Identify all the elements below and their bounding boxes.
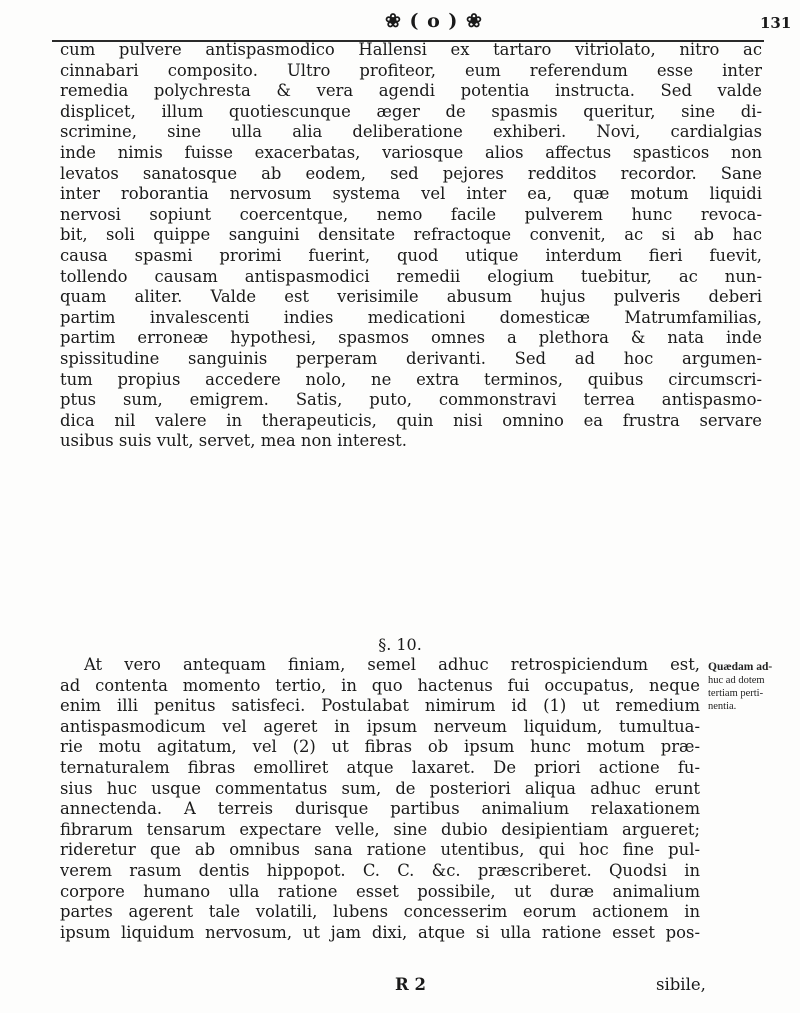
text-line: rideretur que ab omnibus sana ratione utentibus, qui hoc fine pul- <box>60 840 700 860</box>
text-line: cinnabari compositο. Ultro profiteor, eum referendum esse inter <box>60 60 762 80</box>
margin-note-line: Quædam ad- <box>708 661 773 673</box>
text-line: antispasmodicum vel ageret in ipsum nerveum liquidum, tumultua- <box>60 716 700 736</box>
text-line: levatos sanatosque ab eodem, sed pejores redditos recordor. Sane <box>60 163 762 183</box>
text-line: ipsum liquidum nervosum, ut jam dixi, atque si ulla ratione esset pos- <box>60 922 700 942</box>
text-line: causa spasmi prorimi fuerint, quod utique interdum fieri fuevit, <box>60 245 762 265</box>
text-line: ptus sum, emigrem. Satis, puto, commonstravi terrea antispasmo- <box>60 390 762 410</box>
text-line: ad contenta momento tertio, in quo hactenus fui occupatus, neque <box>60 675 700 695</box>
text-line: nervosi sopiunt coercentque, nemo facile pulverem hunc revoca- <box>60 204 762 224</box>
text-line: cum pulvere antispasmodico Hallensi ex tartaro vitriolato, nitro ac <box>60 40 762 59</box>
header-ornament: ❀ ( o ) ❀ <box>385 10 483 32</box>
text-line: displicet, illum quotiescunque æger de spasmis queritur, sine di- <box>60 101 762 121</box>
text-line: tum propius accedere nolo, ne extra terminos, quibus circumscri- <box>60 369 762 389</box>
signature-mark: R 2 <box>395 975 426 994</box>
text-line: remedia polychresta & vera agendi potentia instructa. Sed valde <box>60 81 762 101</box>
margin-note-line: tertiam perti- <box>708 688 764 699</box>
text-line: annectenda. A terreis durisque partibus animalium relaxationem <box>60 799 700 819</box>
text-line: tollendo causam antispasmodici remedii elogium tuebitur, ac nun- <box>60 266 762 286</box>
section-number: §. 10. <box>378 635 422 654</box>
catchword: sibile, <box>656 975 706 994</box>
text-line: rie motu agitatum, vel (2) ut fibras ob ipsum hunc motum præ- <box>60 737 700 757</box>
page-number: 131 <box>760 14 792 32</box>
text-line: inter roborantia nervosum systema vel inter ea, quæ motum liquidi <box>60 184 762 204</box>
margin-note-line: huc ad dotem <box>708 675 765 686</box>
page-header <box>0 10 800 40</box>
paragraph-2 <box>60 655 762 943</box>
text-line: spissitudine sanguinis perperam derivanti. Sed ad hoc argumen- <box>60 348 762 368</box>
text-line: verem rasum dentis hippopot. C. C. &c. præscriberet. Quodsi in <box>60 860 700 880</box>
margin-note <box>708 661 798 713</box>
text-line: ternaturalem fibras emolliret atque laxaret. De priori actione fu- <box>60 757 700 777</box>
margin-note-line: nentia. <box>708 701 737 712</box>
text-line: At vero antequam finiam, semel adhuc retrospiciendum est, <box>84 655 700 674</box>
text-line: partes agerent tale volatili, lubens concesserim eorum actionem in <box>60 902 700 922</box>
text-line: inde nimis fuisse exacerbatas, variosque alios affectus spasticos non <box>60 142 762 162</box>
text-line: bit, soli quippe sanguini densitate refractoque convenit, ac si ab hac <box>60 225 762 245</box>
text-line: usibus suis vult, servet, mea non interest. <box>60 431 407 451</box>
text-line: partim invalescenti indies medicationi domesticæ Matrumfamilias, <box>60 307 762 327</box>
text-line: sius huc usque commentatus sum, de posteriori aliqua adhuc erunt <box>60 778 700 798</box>
text-line: scrimine, sine ulla alia deliberatione exhiberi. Novi, cardialgias <box>60 122 762 142</box>
page-footer <box>0 975 800 999</box>
paragraph-1 <box>60 40 762 452</box>
text-line: corpore humano ulla ratione esset possibile, ut duræ animalium <box>60 881 700 901</box>
text-line: dica nil valere in therapeuticis, quin nisi omnino ea frustra servare <box>60 410 762 430</box>
text-line: fibrarum tensarum expectare velle, sine dubio desipientiam argueret; <box>60 819 700 839</box>
text-line: quam aliter. Valde est verisimile abusum hujus pulveris deberi <box>60 287 762 307</box>
text-line: enim illi penitus satisfeci. Postulabat nimirum id (1) ut remedium <box>60 696 700 716</box>
text-line: partim erroneæ hypothesi, spasmos omnes a plethora & nata inde <box>60 328 762 348</box>
